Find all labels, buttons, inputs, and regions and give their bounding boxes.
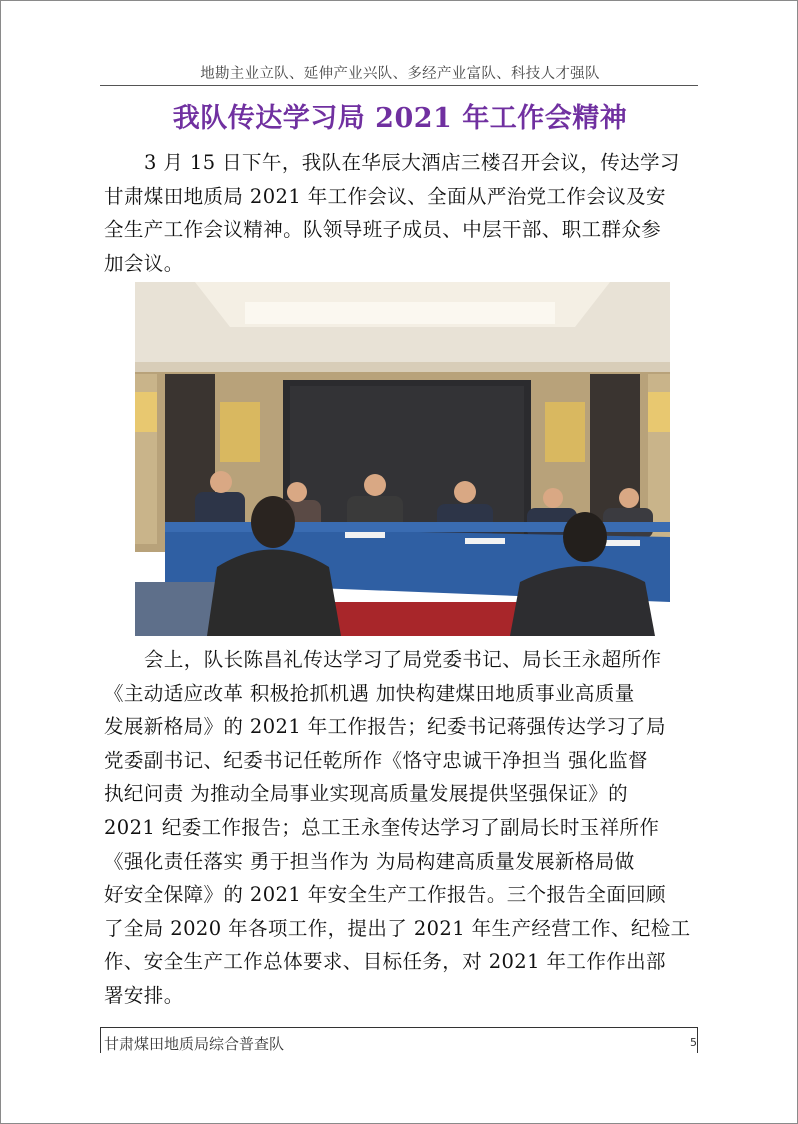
paragraph-line: 《强化责任落实 勇于担当作为 为局构建高质量发展新格局做 <box>104 849 635 873</box>
paragraph-line: 署安排。 <box>104 983 184 1007</box>
footer-left-mark <box>100 1027 101 1053</box>
paragraph-1 <box>104 146 698 280</box>
paragraph-line: 全生产工作会议精神。队领导班子成员、中层干部、职工群众参 <box>104 218 662 242</box>
paragraph-line: 会上，队长陈昌礼传达学习了局党委书记、局长王永超所作 <box>144 648 662 671</box>
paragraph-line: 党委副书记、纪委书记任乾所作《恪守忠诚干净担当 强化监督 <box>104 748 648 772</box>
header-slogan: 地勘主业立队、延伸产业兴队、多经产业富队、科技人才强队 <box>200 66 600 82</box>
paragraph-line: 发展新格局》的 2021 年工作报告；纪委书记蒋强传达学习了局 <box>104 715 666 739</box>
paragraph-line: 甘肃煤田地质局 2021 年工作会议、全面从严治党工作会议及安 <box>104 184 666 208</box>
paragraph-line: 了全局 2020 年各项工作，提出了 2021 年生产经营工作、纪检工 <box>104 916 691 940</box>
footer-organization: 甘肃煤田地质局综合普查队 <box>104 1035 285 1053</box>
paragraph-line: 作、安全生产工作总体要求、目标任务，对 2021 年工作作出部 <box>104 950 666 974</box>
article-title: 我队传达学习局 2021 年工作会精神 <box>172 103 628 134</box>
header-divider <box>100 85 698 86</box>
page-number: 5 <box>690 1036 697 1049</box>
meeting-photo <box>135 282 670 636</box>
footer-right-mark <box>697 1027 698 1053</box>
paragraph-line: 2021 纪委工作报告；总工王永奎传达学习了副局长时玉祥所作 <box>104 815 660 839</box>
paragraph-line: 执纪问责 为推动全局事业实现高质量发展提供坚强保证》的 <box>104 782 628 806</box>
paragraph-line: 3 月 15 日下午，我队在华辰大酒店三楼召开会议，传达学习 <box>144 151 680 174</box>
footer-divider <box>100 1027 698 1028</box>
paragraph-line: 好安全保障》的 2021 年安全生产工作报告。三个报告全面回顾 <box>104 883 666 907</box>
paragraph-line: 加会议。 <box>104 251 184 275</box>
paragraph-line: 《主动适应改革 积极抢抓机遇 加快构建煤田地质事业高质量 <box>104 681 635 705</box>
paragraph-2 <box>104 643 698 1013</box>
